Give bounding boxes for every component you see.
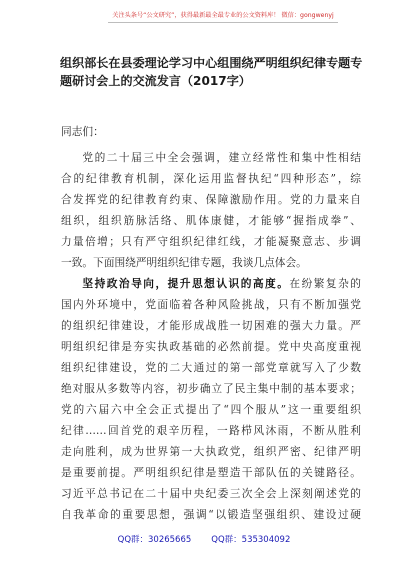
header-banner: [108, 6, 338, 23]
paragraph-line: 绝对服从多数等内容，初步确立了民主集中制的基本要求；: [61, 382, 361, 395]
paragraph-line: 纪律……回首党的艰辛历程，一路栉风沐雨，不断从胜利: [61, 424, 361, 437]
footer-qq-groups: [0, 533, 408, 547]
salutation: 同志们：: [61, 125, 104, 138]
paragraph-line: 力量倍增；只有严守组织纪律红线，才能凝聚意志、步调: [61, 235, 361, 248]
paragraph-line: 走向胜利，成为世界第一大执政党，组织严密、纪律严明: [61, 445, 361, 458]
paragraph-line: 党的六届六中全会正式提出了“四个服从”这一重要组织: [61, 403, 361, 416]
paragraph-line: 自我革命的重要思想，强调“以锻造坚强组织、建设过硬: [61, 508, 361, 521]
paragraph-line: [61, 273, 361, 294]
footer-qq-group-2: QQ群：535304092: [211, 535, 291, 545]
paragraph-political-orientation: [61, 273, 361, 525]
paragraph-line: 国内外环境中，党面临着各种风险挑战，只有不断加强党: [61, 298, 361, 311]
paragraph-line: 组织纪律建设，党的二大通过的第一部党章就写入了少数: [61, 361, 361, 374]
section-heading: 坚持政治导向，提升思想认识的高度。: [82, 277, 290, 290]
paragraph-line: 合的纪律教育机制，深化运用监督执纪“四种形态”，综: [61, 172, 361, 185]
paragraph-line: 组织，组织筋脉活络、肌体康健，才能够“握指成拳”、: [61, 214, 361, 227]
paragraph-line: 是重要前提。严明组织纪律是塑造干部队伍的关键路径。: [61, 466, 361, 479]
paragraph-line: 习近平总书记在二十届中央纪委三次全会上深刻阐述党的: [61, 487, 361, 500]
document-title: 组织部长在县委理论学习中心组围绕严明组织纪律专题专题研讨会上的交流发言（2017字）: [60, 56, 363, 88]
paragraph-line: 明组织纪律是夯实执政基础的必然前提。党中央高度重视: [61, 340, 361, 353]
paragraph-line: 党的二十届三中全会强调，建立经常性和集中性相结: [82, 151, 361, 164]
header-banner-text: 关注头条号“公文研究”，获得最新最全最专业的公文资料库！ 微信：gongwenyj: [112, 11, 334, 19]
paragraph-intro: [61, 147, 361, 273]
footer-qq-group-1: QQ群：30265665: [117, 535, 192, 545]
paragraph-line: 的组织纪律建设，才能形成战胜一切困难的强大力量。严: [61, 319, 361, 332]
paragraph-line: 一致。下面围绕严明组织纪律专题，我谈几点体会。: [61, 256, 307, 269]
document-body: [61, 121, 361, 525]
paragraph-line: 合发挥党的纪律教育约束、保障激励作用。党的力量来自: [61, 193, 361, 206]
paragraph-line-rest: 在纷繁复杂的: [289, 277, 361, 290]
